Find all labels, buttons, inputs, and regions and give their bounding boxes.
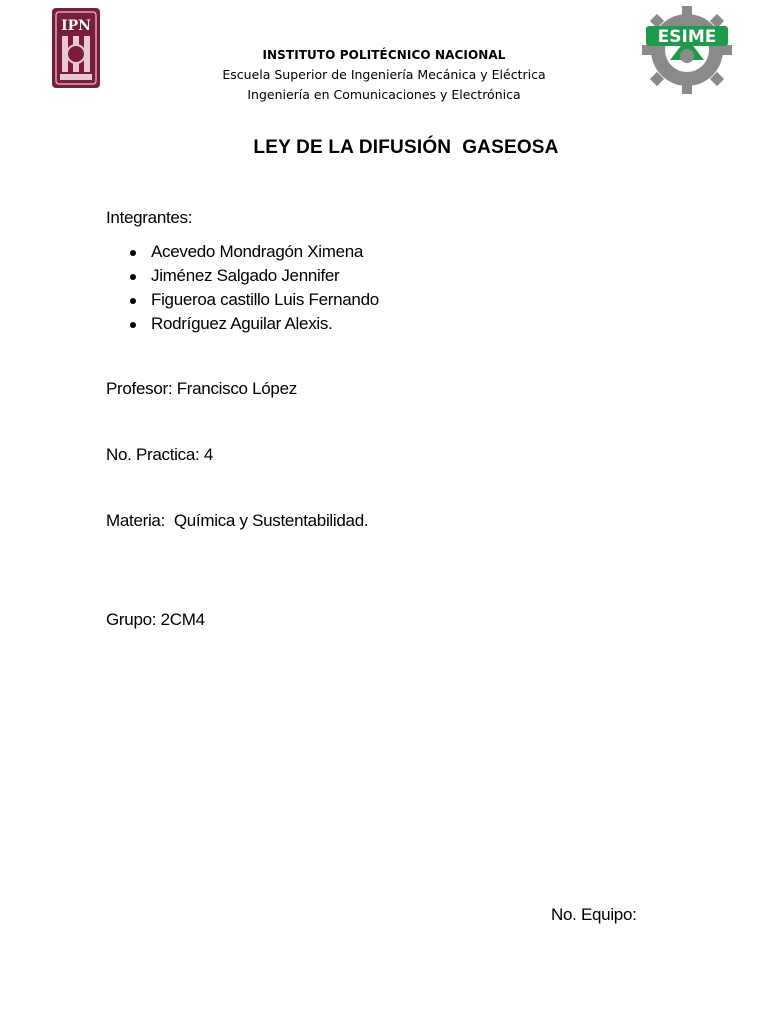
subject-line: Materia: Química y Sustentabilidad. xyxy=(106,511,369,530)
professor-line: Profesor: Francisco López xyxy=(106,379,297,398)
institution-name: INSTITUTO POLITÉCNICO NACIONAL xyxy=(262,48,506,62)
member-name: Acevedo Mondragón Ximena xyxy=(151,242,364,261)
group-line: Grupo: 2CM4 xyxy=(106,610,205,629)
team-number: No. Equipo: xyxy=(551,905,637,924)
bullet-icon xyxy=(130,250,136,256)
bullet-icon xyxy=(130,274,136,280)
esime-logo-text: ESIME xyxy=(657,27,717,47)
school-name: Escuela Superior de Ingeniería Mecánica y Eléctrica xyxy=(222,67,546,82)
list-item xyxy=(128,288,379,312)
document-title: LEY DE LA DIFUSIÓN GASEOSA xyxy=(253,137,559,158)
list-item xyxy=(128,240,379,264)
list-item xyxy=(128,264,379,288)
member-name: Rodríguez Aguilar Alexis. xyxy=(151,314,333,333)
practice-number: No. Practica: 4 xyxy=(106,445,213,464)
document-header xyxy=(0,46,768,104)
ipn-logo-text: IPN xyxy=(61,18,91,34)
bullet-icon xyxy=(130,322,136,328)
member-name: Figueroa castillo Luis Fernando xyxy=(151,290,379,309)
members-label: Integrantes: xyxy=(106,208,193,227)
bullet-icon xyxy=(130,298,136,304)
members-list xyxy=(128,240,379,336)
member-name: Jiménez Salgado Jennifer xyxy=(151,266,340,285)
program-name: Ingeniería en Comunicaciones y Electrónica xyxy=(247,86,521,102)
list-item xyxy=(128,312,379,336)
